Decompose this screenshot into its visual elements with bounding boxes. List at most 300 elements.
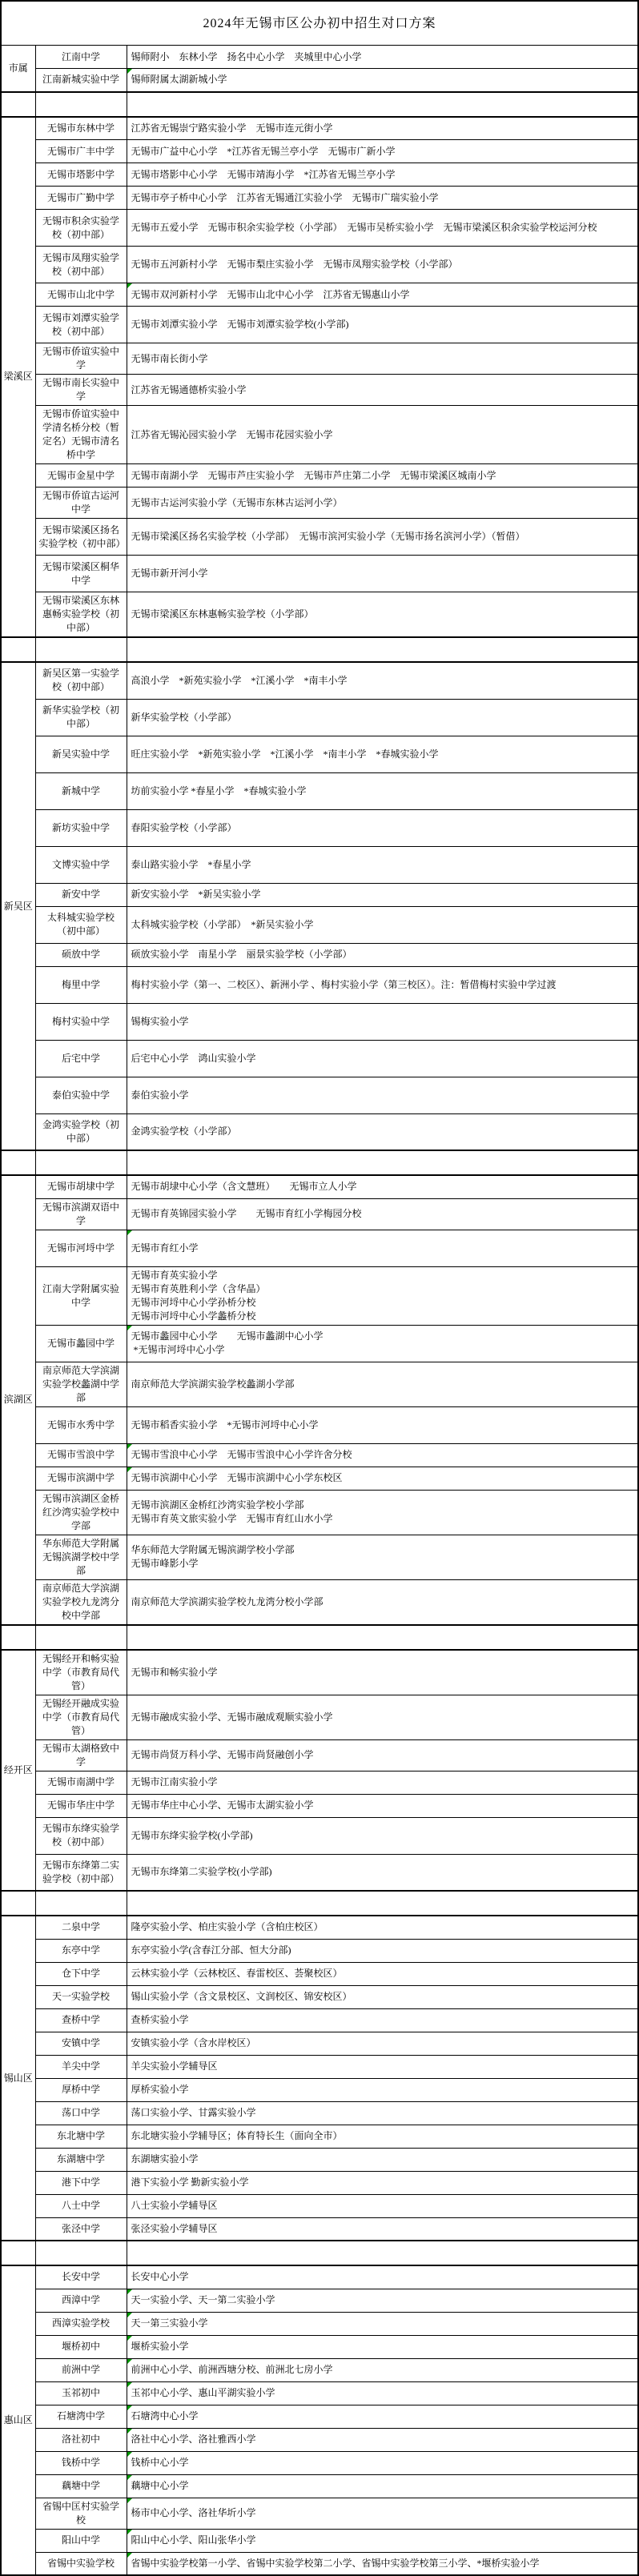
empty-cell [127,2241,638,2265]
primary-schools-line: 无锡市育英文旅实验小学 无锡市育红山水小学 [131,1513,333,1524]
empty-cell [1,1891,35,1916]
primary-schools-line: 杨市中心小学、洛社华圻小学 [131,2507,256,2518]
primary-schools-cell [127,592,638,638]
middle-school-cell: 梅里中学 [35,966,127,1003]
primary-schools-line: 钱桥中心小学 [131,2457,189,2468]
section-spacer-row [1,1625,638,1650]
primary-schools-line: 锡师附属太湖新城小学 [131,74,227,86]
primary-schools-cell [127,1794,638,1817]
school-row [1,1230,638,1266]
primary-schools-cell [127,1230,638,1266]
school-row [1,2529,638,2552]
school-row [1,210,638,247]
cell-comment-flag-icon [127,69,132,74]
primary-schools-line: 无锡市南湖小学 无锡市芦庄实验小学 无锡市芦庄第二小学 无锡市梁溪区城南小学 [131,469,496,481]
middle-school-cell: 江南大学附属实验中学 [35,1266,127,1325]
school-row [1,163,638,187]
primary-schools-line: 无锡市蠡园中心小学 无锡市蠡湖中心小学 [131,1330,324,1342]
primary-schools-cell [127,283,638,307]
primary-schools-line: 东亭实验小学(含春江分部、恒大分部) [131,1944,291,1956]
cell-comment-flag-icon [127,2553,132,2558]
primary-schools-cell [127,1739,638,1771]
middle-school-cell: 新坊实验中学 [35,809,127,846]
primary-schools-cell [127,2148,638,2171]
school-row [1,1040,638,1077]
primary-schools-cell [127,2008,638,2032]
school-row [1,1817,638,1854]
middle-school-cell: 安镇中学 [35,2032,127,2055]
school-row [1,2474,638,2498]
primary-schools-cell [127,1535,638,1579]
school-row [1,1916,638,1939]
cell-comment-flag-icon [127,283,132,288]
middle-school-cell: 无锡市梁溪区东林惠畅实验学校（初中部） [35,592,127,638]
primary-schools-line: 天一实验小学、天一第二实验小学 [131,2294,275,2305]
cell-comment-flag-icon [127,2289,132,2294]
middle-school-cell: 藕塘中学 [35,2474,127,2498]
empty-cell [35,92,127,117]
middle-school-cell: 新安中学 [35,883,127,906]
primary-schools-line: 无锡市南长街小学 [131,352,208,364]
middle-school-cell: 无锡市梁溪区桐华中学 [35,556,127,592]
primary-schools-line: 无锡市育英锦园实验小学 无锡市育红小学梅园分校 [131,1208,362,1219]
primary-schools-cell [127,2032,638,2055]
school-row [1,1113,638,1150]
primary-schools-line: 无锡市梁溪区东林惠畅实验学校（小学部） [131,608,314,620]
school-row [1,2078,638,2101]
primary-schools-line: 硕放实验小学 南星小学 丽景实验学校（小学部） [131,949,352,960]
school-row [1,1198,638,1230]
page-title: 2024年无锡市区公办初中招生对口方案 [1,1,638,46]
district-cell: 滨湖区 [1,1175,35,1625]
middle-school-cell: 无锡市蠡园中学 [35,1325,127,1362]
middle-school-cell: 无锡经开融成实验中学（市教育局代管） [35,1695,127,1739]
district-cell: 市属 [1,46,35,92]
primary-schools-cell [127,772,638,809]
middle-school-cell: 钱桥中学 [35,2451,127,2474]
school-row [1,488,638,519]
middle-school-cell: 无锡市广丰中学 [35,140,127,163]
middle-school-cell: 无锡市华庄中学 [35,1794,127,1817]
middle-school-cell: 省锡中实验学校 [35,2552,127,2575]
middle-school-cell: 无锡市胡埭中学 [35,1175,127,1198]
cell-comment-flag-icon [127,2359,132,2364]
middle-school-cell: 无锡经开和畅实验中学（市教育局代管） [35,1650,127,1695]
empty-cell [1,2241,35,2265]
primary-schools-line: 羊尖实验小学辅导区 [131,2060,218,2072]
middle-school-cell: 无锡市侨谊实验中学 [35,343,127,375]
school-row [1,2428,638,2451]
primary-schools-cell [127,2125,638,2148]
primary-schools-cell [127,46,638,69]
empty-cell [127,1150,638,1175]
empty-cell [127,637,638,662]
title-row [1,1,638,46]
primary-schools-cell [127,307,638,343]
cell-comment-flag-icon [127,2405,132,2410]
school-row [1,69,638,92]
school-row [1,46,638,69]
school-row [1,406,638,464]
primary-schools-line: 无锡市东绛第二实验学校(小学部) [131,1866,272,1878]
primary-schools-cell [127,1003,638,1040]
primary-schools-line: 堰桥实验小学 [131,2341,189,2352]
primary-schools-cell [127,2381,638,2405]
primary-schools-cell [127,1916,638,1939]
school-row [1,772,638,809]
school-row [1,1406,638,1443]
district-cell: 经开区 [1,1650,35,1892]
primary-schools-line: 锡师附小 东林小学 扬名中心小学 夹城里中心小学 [131,50,362,62]
primary-schools-cell [127,2217,638,2241]
school-row [1,2194,638,2217]
district-cell: 梁溪区 [1,117,35,638]
school-row [1,1739,638,1771]
primary-schools-line: *无锡市河埒中心小学 [131,1344,225,1355]
primary-schools-cell [127,943,638,966]
primary-schools-cell [127,1198,638,1230]
primary-schools-cell [127,1443,638,1467]
primary-schools-cell [127,1266,638,1325]
middle-school-cell: 太科城实验学校（初中部） [35,906,127,943]
school-row [1,2125,638,2148]
empty-cell [1,92,35,117]
middle-school-cell: 无锡市梁溪区扬名实验学校（初中部） [35,519,127,556]
middle-school-cell: 新吴区第一实验学校（初中部） [35,662,127,699]
empty-cell [1,1150,35,1175]
primary-schools-cell [127,2335,638,2358]
school-row [1,2101,638,2125]
empty-cell [1,1625,35,1650]
middle-school-cell: 无锡市东绛第二实验学校（初中部） [35,1854,127,1891]
primary-schools-line: 藕塘中心小学 [131,2480,189,2491]
primary-schools-cell [127,1650,638,1695]
primary-schools-cell [127,1467,638,1490]
primary-schools-line: 玉祁中心小学、惠山平湖实验小学 [131,2387,275,2398]
middle-school-cell: 西漳中学 [35,2289,127,2312]
middle-school-cell: 长安中学 [35,2265,127,2289]
school-row [1,1077,638,1113]
primary-schools-cell [127,1077,638,1113]
primary-schools-cell [127,69,638,92]
school-row [1,556,638,592]
empty-cell [127,1891,638,1916]
primary-schools-line: 锡山实验小学（含文景校区、文润校区、锦安校区） [131,1991,352,2002]
middle-school-cell: 省锡中匡村实验学校 [35,2498,127,2529]
primary-schools-line: 无锡市融成实验小学、无锡市融成观顺实验小学 [131,1711,333,1723]
school-row [1,736,638,772]
primary-schools-line: 无锡市五爱小学 无锡市积余实验学校（小学部） 无锡市吴桥实验小学 无锡市梁溪区积余实验学校运河分校 [131,222,597,233]
cell-comment-flag-icon [127,1444,132,1449]
primary-schools-line: 无锡市古运河实验小学（无锡市东林古运河小学） [131,496,343,508]
school-row [1,592,638,638]
empty-cell [1,637,35,662]
school-row [1,117,638,140]
middle-school-cell: 金鸿实验学校（初中部） [35,1113,127,1150]
school-row [1,2148,638,2171]
school-row [1,906,638,943]
cell-comment-flag-icon [127,1467,132,1472]
school-row [1,1535,638,1579]
primary-schools-cell [127,1854,638,1891]
section-spacer-row [1,2241,638,2265]
primary-schools-cell [127,1040,638,1077]
primary-schools-line: 无锡市育英实验小学 [131,1269,218,1281]
primary-schools-cell [127,1962,638,1985]
middle-school-cell: 东亭中学 [35,1939,127,1962]
middle-school-cell: 无锡市侨谊实验中学清名桥分校（暂定名）无锡市清名桥中学 [35,406,127,464]
primary-schools-cell [127,2552,638,2575]
middle-school-cell: 新吴实验中学 [35,736,127,772]
school-row [1,1985,638,2008]
primary-schools-line: 前洲中心小学、前洲西塘分校、前洲北七房小学 [131,2364,333,2375]
middle-school-cell: 石塘湾中学 [35,2405,127,2428]
district-cell: 锡山区 [1,1916,35,2241]
primary-schools-line: 云林实验小学（云林校区、春雷校区、荟聚校区） [131,1968,343,1979]
middle-school-cell: 前洲中学 [35,2358,127,2381]
school-row [1,1579,638,1625]
school-row [1,307,638,343]
primary-schools-line: 江苏省无锡沁园实验小学 无锡市花园实验小学 [131,428,333,440]
primary-schools-line: 无锡市滨湖中心小学 无锡市滨湖中心小学东校区 [131,1472,343,1483]
school-row [1,187,638,210]
primary-schools-cell [127,2055,638,2078]
primary-schools-line: 张泾实验小学辅导区 [131,2222,218,2234]
primary-schools-cell [127,699,638,736]
primary-schools-cell [127,2498,638,2529]
district-cell: 新吴区 [1,662,35,1150]
school-row [1,1771,638,1794]
middle-school-cell: 无锡市东林中学 [35,117,127,140]
primary-schools-cell [127,2405,638,2428]
primary-schools-cell [127,966,638,1003]
primary-schools-line: 无锡市塔影中心小学 无锡市靖海小学 *江苏省无锡兰亭小学 [131,168,396,180]
primary-schools-cell [127,1362,638,1406]
school-row [1,2381,638,2405]
school-row [1,699,638,736]
middle-school-cell: 张泾中学 [35,2217,127,2241]
primary-schools-cell [127,2171,638,2194]
primary-schools-cell [127,846,638,883]
school-row [1,2451,638,2474]
school-row [1,883,638,906]
primary-schools-line: 无锡市胡埭中心小学（含文慧班） 无锡市立人小学 [131,1181,357,1193]
primary-schools-line: 无锡市广益中心小学 *江苏省无锡兰亭小学 无锡市广新小学 [131,145,396,157]
district-cell: 惠山区 [1,2265,35,2575]
primary-schools-line: 无锡市河埒中心小学孙桥分校 [131,1296,256,1308]
middle-school-cell: 天一实验学校 [35,1985,127,2008]
middle-school-cell: 西漳实验学校 [35,2312,127,2335]
school-row [1,283,638,307]
primary-schools-cell [127,1939,638,1962]
primary-schools-cell [127,1325,638,1362]
school-row [1,464,638,488]
primary-schools-cell [127,2078,638,2101]
cell-comment-flag-icon [127,2530,132,2534]
primary-schools-line: 新安实验小学 *新吴实验小学 [131,889,261,900]
primary-schools-cell [127,736,638,772]
primary-schools-line: 无锡市五河新村小学 无锡市梨庄实验小学 无锡市凤翔实验学校（小学部） [131,259,458,270]
school-row [1,846,638,883]
primary-schools-line: 旺庄实验小学 *新苑实验小学 *江溪小学 *南丰小学 *春城实验小学 [131,748,439,760]
empty-cell [127,1625,638,1650]
primary-schools-cell [127,809,638,846]
school-row [1,2008,638,2032]
primary-schools-cell [127,187,638,210]
primary-schools-line: 华东师范大学附属无锡滨湖学校小学部 [131,1544,295,1555]
middle-school-cell: 无锡市南湖中学 [35,1771,127,1794]
empty-cell [35,637,127,662]
primary-schools-line: 无锡市双河新村小学 无锡市山北中心小学 江苏省无锡惠山小学 [131,288,410,300]
middle-school-cell: 羊尖中学 [35,2055,127,2078]
primary-schools-line: 梅村实验小学（第一、二校区）、新洲小学 、梅村实验小学（第三校区）。注：暂借梅村实验中学过渡 [131,978,557,990]
school-row [1,1939,638,1962]
middle-school-cell: 南京师范大学滨湖实验学校九龙湾分校中学部 [35,1579,127,1625]
primary-schools-cell [127,556,638,592]
primary-schools-line: 东北塘实验小学辅导区；体育特长生（面向全市） [131,2130,343,2141]
school-row [1,1362,638,1406]
empty-cell [127,92,638,117]
primary-schools-line: 石塘湾中心小学 [131,2410,199,2422]
school-row [1,2312,638,2335]
primary-schools-cell [127,2194,638,2217]
primary-schools-line: 无锡市梁溪区扬名实验学校（小学部） 无锡市滨河实验小学（无锡市扬名滨河小学）（暂借） [131,531,525,542]
school-row [1,1490,638,1535]
cell-comment-flag-icon [127,2498,132,2503]
primary-schools-line: 锡梅实验小学 [131,1015,189,1027]
primary-schools-line: 后宅中心小学 鸿山实验小学 [131,1052,256,1064]
middle-school-cell: 新华实验学校（初中部） [35,699,127,736]
primary-schools-line: 无锡市育红小学 [131,1242,199,1254]
school-row [1,140,638,163]
primary-schools-line: 长安中心小学 [131,2271,189,2283]
middle-school-cell: 无锡市金星中学 [35,464,127,488]
school-row [1,2055,638,2078]
middle-school-cell: 东湖塘中学 [35,2148,127,2171]
middle-school-cell: 华东师范大学附属无锡滨湖学校中学部 [35,1535,127,1579]
middle-school-cell: 无锡市水秀中学 [35,1406,127,1443]
primary-schools-line: 无锡市和畅实验小学 [131,1666,218,1678]
middle-school-cell: 洛社初中 [35,2428,127,2451]
middle-school-cell: 无锡市东绛实验学校（初中部） [35,1817,127,1854]
primary-schools-cell [127,2451,638,2474]
empty-cell [35,2241,127,2265]
primary-schools-line: 东湖塘实验小学 [131,2153,199,2165]
middle-school-cell: 无锡市凤翔实验学校（初中部） [35,247,127,283]
middle-school-cell: 南京师范大学滨湖实验学校蠡湖中学部 [35,1362,127,1406]
middle-school-cell: 无锡市南长实验中学 [35,375,127,406]
primary-schools-cell [127,140,638,163]
middle-school-cell: 无锡市山北中学 [35,283,127,307]
school-row [1,2552,638,2575]
primary-schools-line: 无锡市东绛实验学校(小学部) [131,1829,253,1841]
primary-schools-line: 港下实验小学 勤新实验小学 [131,2177,249,2188]
primary-schools-line: 省锡中实验学校第一小学、省锡中实验学校第二小学、省锡中实验学校第三小学、*堰桥实验小学 [131,2557,540,2569]
primary-schools-line: 新华实验学校（小学部） [131,711,237,723]
primary-schools-cell [127,2312,638,2335]
school-row [1,2265,638,2289]
section-spacer-row [1,1150,638,1175]
middle-school-cell: 梅村实验中学 [35,1003,127,1040]
school-row [1,662,638,699]
primary-schools-line: 洛社中心小学、洛社雅西小学 [131,2434,256,2445]
primary-schools-line: 安镇实验小学（含水岸校区） [131,2037,256,2048]
primary-schools-line: 厚桥实验小学 [131,2084,189,2095]
middle-school-cell: 无锡市河埒中学 [35,1230,127,1266]
primary-schools-line: 江苏省无锡崇宁路实验小学 无锡市连元街小学 [131,122,333,134]
primary-schools-line: 无锡市峰影小学 [131,1558,199,1569]
section-spacer-row [1,92,638,117]
primary-schools-line: 无锡市华庄中心小学、无锡市太湖实验小学 [131,1800,314,1811]
primary-schools-line: 隆亭实验小学、柏庄实验小学（含柏庄校区） [131,1921,324,1933]
middle-school-cell: 无锡市滨湖区金桥红沙湾实验学校中学部 [35,1490,127,1535]
primary-schools-cell [127,375,638,406]
primary-schools-cell [127,2289,638,2312]
middle-school-cell: 江南中学 [35,46,127,69]
primary-schools-line: 八士实验小学辅导区 [131,2200,218,2211]
middle-school-cell: 无锡市太湖格致中学 [35,1739,127,1771]
primary-schools-cell [127,1175,638,1198]
middle-school-cell: 无锡市刘潭实验学校（初中部） [35,307,127,343]
school-row [1,1003,638,1040]
middle-school-cell: 江南新城实验中学 [35,69,127,92]
middle-school-cell: 无锡市广勤中学 [35,187,127,210]
primary-schools-cell [127,464,638,488]
primary-schools-cell [127,163,638,187]
cell-comment-flag-icon [127,1326,132,1330]
school-row [1,966,638,1003]
cell-comment-flag-icon [127,2429,132,2434]
middle-school-cell: 二泉中学 [35,1916,127,1939]
primary-schools-line: 无锡市河埒中心小学蠡桥分校 [131,1310,256,1322]
school-row [1,1266,638,1325]
primary-schools-line: 无锡市尚贤万科小学、无锡市尚贤融创小学 [131,1749,314,1760]
empty-cell [35,1891,127,1916]
middle-school-cell: 文博实验中学 [35,846,127,883]
primary-schools-cell [127,210,638,247]
primary-schools-line: 坊前实验小学 *春星小学 *春城实验小学 [131,784,307,796]
school-row [1,2335,638,2358]
middle-school-cell: 无锡市积余实验学校（初中部） [35,210,127,247]
cell-comment-flag-icon [127,2475,132,2480]
middle-school-cell: 无锡市滨湖中学 [35,1467,127,1490]
primary-schools-line: 无锡市育英胜利小学（含华晶） [131,1282,266,1294]
school-row [1,2405,638,2428]
school-row [1,343,638,375]
school-row [1,809,638,846]
section-spacer-row [1,1891,638,1916]
middle-school-cell: 八士中学 [35,2194,127,2217]
primary-schools-line: 金鸿实验学校（小学部） [131,1125,237,1138]
cell-comment-flag-icon [127,2452,132,2457]
primary-schools-cell [127,2474,638,2498]
primary-schools-line: 泰山路实验小学 *春星小学 [131,858,251,870]
middle-school-cell: 堰桥初中 [35,2335,127,2358]
primary-schools-line: 阳山中心小学、阳山张华小学 [131,2534,256,2546]
middle-school-cell: 仓下中学 [35,1962,127,1985]
primary-schools-cell [127,1771,638,1794]
school-row [1,2498,638,2529]
school-row [1,1695,638,1739]
middle-school-cell: 后宅中学 [35,1040,127,1077]
primary-schools-line: 查桥实验小学 [131,2014,189,2025]
primary-schools-line: 江苏省无锡通德桥实验小学 [131,383,247,395]
primary-schools-line: 无锡市新开河小学 [131,568,208,579]
school-row [1,1854,638,1891]
primary-schools-cell [127,519,638,556]
primary-schools-line: 荡口实验小学、甘露实验小学 [131,2107,256,2118]
school-row [1,2032,638,2055]
